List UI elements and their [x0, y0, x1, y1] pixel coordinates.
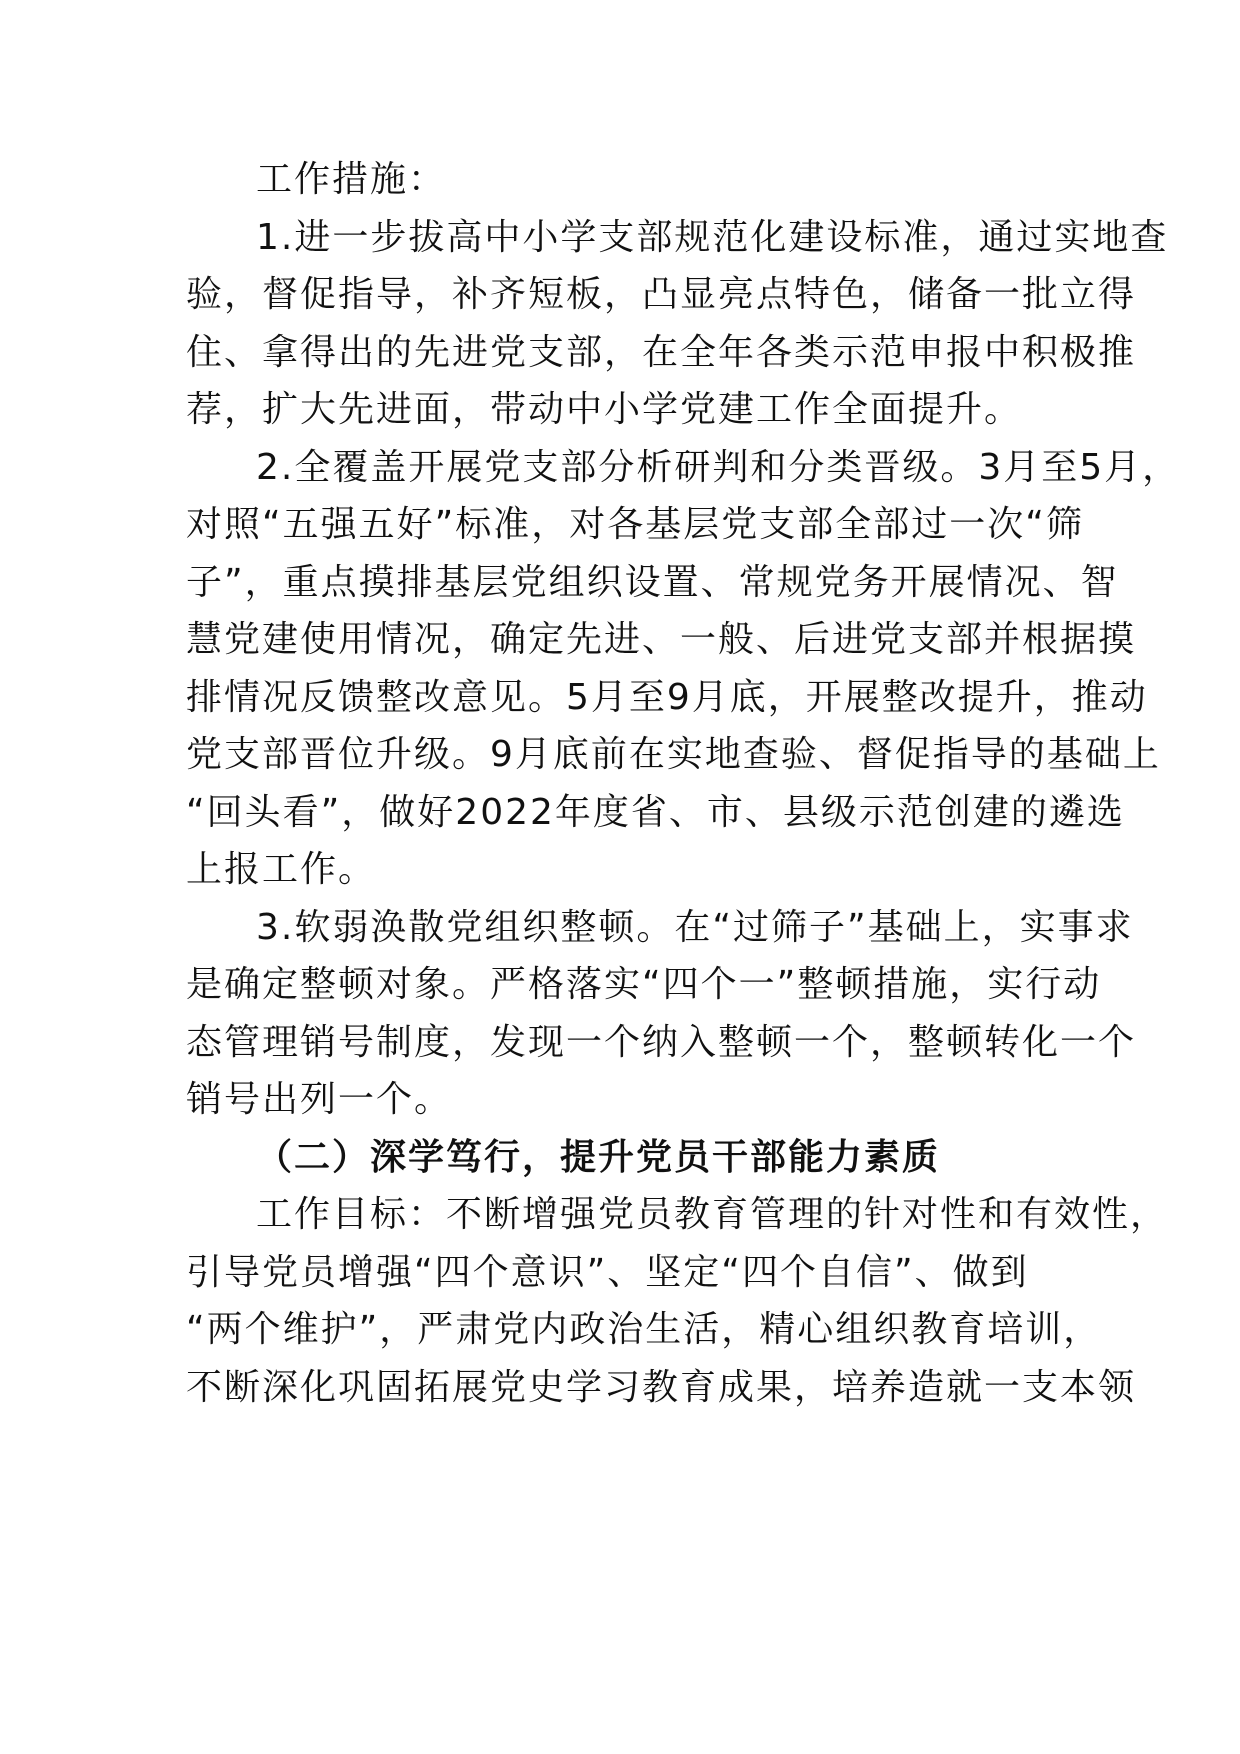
text-line: 2.全覆盖开展党支部分析研判和分类晋级。3月至5月， — [256, 447, 1181, 488]
text-line: 住、拿得出的先进党支部，在全年各类示范申报中积极推 — [186, 332, 1137, 373]
text-line: 验，督促指导，补齐短板，凸显亮点特色，储备一批立得 — [186, 274, 1137, 315]
text-line: 是确定整顿对象。严格落实“四个一”整顿措施，实行动 — [186, 964, 1102, 1005]
text-line: 上报工作。 — [186, 849, 377, 890]
text-line: 引导党员增强“四个意识”、坚定“四个自信”、做到 — [186, 1252, 1029, 1293]
text-line: 不断深化巩固拓展党史学习教育成果，培养造就一支本领 — [186, 1367, 1137, 1408]
text-line: 排情况反馈整改意见。5月至9月底，开展整改提升，推动 — [186, 677, 1148, 718]
text-line: 1.进一步拔高中小学支部规范化建设标准，通过实地查 — [256, 217, 1169, 258]
text-line: 工作目标：不断增强党员教育管理的针对性和有效性， — [256, 1194, 1169, 1235]
text-line: 态管理销号制度，发现一个纳入整顿一个，整顿转化一个 — [186, 1022, 1137, 1063]
section-heading: （二）深学笃行，提升党员干部能力素质 — [256, 1137, 941, 1178]
text-line: 工作措施： — [256, 159, 447, 200]
text-line: 销号出列一个。 — [186, 1079, 453, 1120]
text-line: “回头看”，做好2022年度省、市、县级示范创建的遴选 — [186, 792, 1125, 833]
text-line: 对照“五强五好”标准，对各基层党支部全部过一次“筛 — [186, 504, 1084, 545]
text-line: 党支部晋位升级。9月底前在实地查验、督促指导的基础上 — [186, 734, 1161, 775]
text-line: “两个维护”，严肃党内政治生活，精心组织教育培训， — [186, 1309, 1102, 1350]
text-line: 荐，扩大先进面，带动中小学党建工作全面提升。 — [186, 389, 1023, 430]
text-line: 3.软弱涣散党组织整顿。在“过筛子”基础上，实事求 — [256, 907, 1134, 948]
text-line: 子”，重点摸排基层党组织设置、常规党务开展情况、智 — [186, 562, 1119, 603]
text-line: 慧党建使用情况，确定先进、一般、后进党支部并根据摸 — [186, 619, 1137, 660]
